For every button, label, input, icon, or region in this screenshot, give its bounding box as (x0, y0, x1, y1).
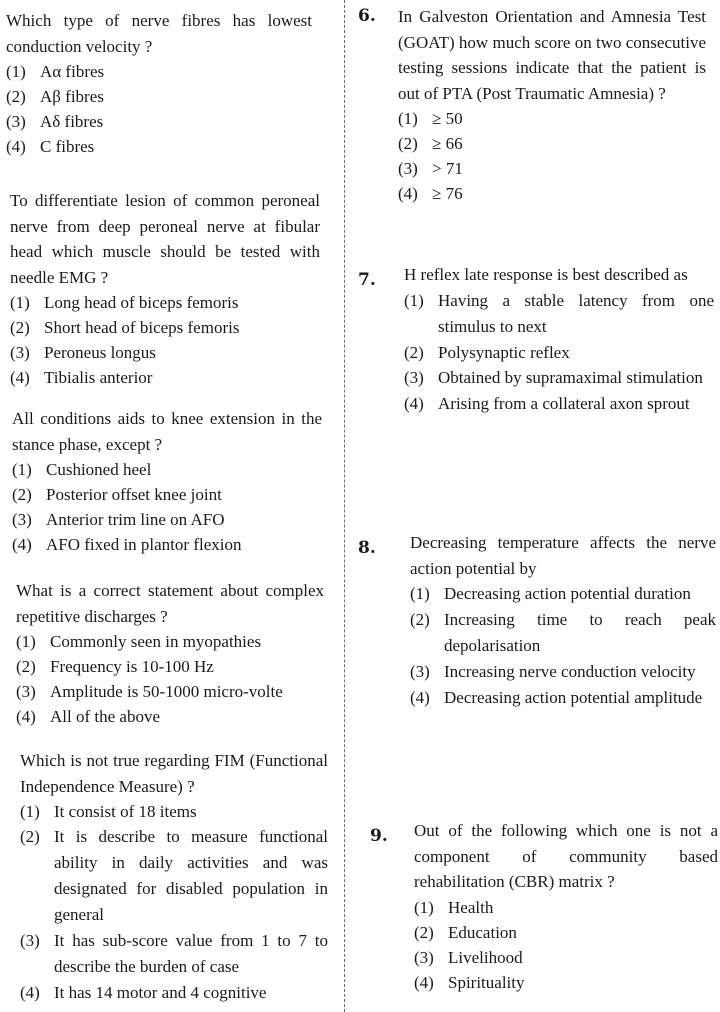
option-list (414, 895, 718, 995)
question-text: All conditions aids to knee extension in the stance phase, except ? (12, 409, 322, 454)
option-text: Livelihood (448, 947, 523, 967)
option-number: (3) (10, 343, 30, 362)
question-body (10, 188, 320, 390)
option-item[interactable] (16, 654, 324, 679)
option-text: Tibialis anterior (44, 368, 153, 387)
option-number: (1) (20, 802, 40, 821)
option-list (20, 799, 328, 1005)
option-number: (4) (10, 368, 30, 387)
option-text: Increasing time to reach peak depolarisation (444, 610, 716, 655)
option-text: Having a stable latency from one stimulus to next (438, 290, 714, 336)
option-text: Frequency is 10-100 Hz (50, 657, 214, 676)
option-number: (1) (404, 290, 424, 310)
option-text: Aα fibres (40, 62, 105, 81)
option-text: Amplitude is 50-1000 micro-volte (50, 682, 283, 701)
option-item[interactable] (12, 532, 322, 557)
option-number: (4) (20, 983, 40, 1002)
option-text: Health (448, 897, 494, 917)
option-item[interactable] (20, 799, 328, 824)
option-text: Short head of biceps femoris (44, 318, 240, 337)
option-list (410, 581, 716, 711)
option-text: Peroneus longus (44, 343, 156, 362)
option-item[interactable] (10, 315, 320, 340)
option-text: ≥ 66 (432, 134, 463, 153)
option-item[interactable] (414, 970, 718, 995)
option-item[interactable] (16, 704, 324, 729)
option-number: (2) (404, 342, 424, 362)
option-number: (2) (398, 134, 418, 153)
option-item[interactable] (398, 156, 706, 181)
question-number: 9. (370, 826, 388, 846)
option-item[interactable] (6, 84, 312, 109)
option-item[interactable] (404, 365, 714, 391)
option-text: Cushioned heel (46, 460, 152, 479)
option-text: Obtained by supramaximal stimulation (438, 367, 703, 387)
option-item[interactable] (410, 607, 716, 659)
option-item[interactable] (404, 391, 714, 417)
option-item[interactable] (12, 457, 322, 482)
option-text: Arising from a collateral axon sprout (438, 393, 690, 413)
question-text: Which is not true regarding FIM (Functional Independence Measure) ? (20, 751, 328, 796)
option-number: (3) (414, 947, 434, 967)
option-item[interactable] (16, 629, 324, 654)
option-list (16, 629, 324, 729)
option-number: (1) (398, 109, 418, 128)
option-number: (2) (12, 485, 32, 504)
option-text: AFO fixed in plantor flexion (46, 535, 242, 554)
option-item[interactable] (414, 920, 718, 945)
option-number: (2) (414, 922, 434, 942)
option-number: (4) (12, 535, 32, 554)
option-text: Posterior offset knee joint (46, 485, 222, 504)
option-item[interactable] (410, 659, 716, 685)
option-item[interactable] (404, 288, 714, 340)
option-number: (3) (404, 367, 424, 387)
option-text: Anterior trim line on AFO (46, 510, 225, 529)
option-item[interactable] (10, 365, 320, 390)
option-number: (4) (404, 393, 424, 413)
option-text: ≥ 76 (432, 184, 463, 203)
option-number: (4) (414, 972, 434, 992)
option-item[interactable] (12, 507, 322, 532)
option-item[interactable] (6, 109, 312, 134)
option-number: (3) (12, 510, 32, 529)
option-item[interactable] (16, 679, 324, 704)
question-text: Decreasing temperature affects the nerve action potential by (410, 533, 716, 578)
question-body (6, 8, 312, 159)
option-number: (4) (16, 707, 36, 726)
question-body (12, 406, 322, 557)
question-number: 7. (358, 270, 376, 290)
option-number: (1) (10, 293, 30, 312)
option-list (12, 457, 322, 557)
option-item[interactable] (20, 824, 328, 928)
option-item[interactable] (414, 895, 718, 920)
option-number: (4) (398, 184, 418, 203)
option-number: (2) (20, 827, 40, 846)
option-number: (4) (6, 137, 26, 156)
option-text: Decreasing action potential duration (444, 584, 691, 603)
option-item[interactable] (6, 134, 312, 159)
option-number: (3) (20, 931, 40, 950)
option-text: All of the above (50, 707, 160, 726)
option-number: (2) (6, 87, 26, 106)
question-text: H reflex late response is best described as (404, 265, 688, 284)
option-item[interactable] (12, 482, 322, 507)
option-list (10, 290, 320, 390)
question-text: Out of the following which one is not a component of community based rehabilitation (CBR) matrix ? (414, 821, 718, 891)
question-body (20, 748, 328, 1005)
option-text: Education (448, 922, 517, 942)
option-number: (1) (16, 632, 36, 651)
option-list (404, 288, 714, 417)
option-number: (2) (410, 610, 430, 629)
option-number: (1) (410, 584, 430, 603)
option-text: Spirituality (448, 972, 525, 992)
option-item[interactable] (20, 928, 328, 980)
option-item[interactable] (398, 181, 706, 206)
option-text: ≥ 50 (432, 109, 463, 128)
option-text: Increasing nerve conduction velocity (444, 662, 696, 681)
question-text: To differentiate lesion of common peroneal nerve from deep peroneal nerve at fibular head which muscle should be tested with needle EMG ? (10, 191, 320, 287)
question-body (404, 262, 714, 417)
option-item[interactable] (410, 581, 716, 607)
option-text: Commonly seen in myopathies (50, 632, 262, 651)
option-item[interactable] (20, 980, 328, 1005)
column-divider (344, 0, 345, 1012)
question-text: Which type of nerve fibres has lowest conduction velocity ? (6, 11, 312, 56)
option-text: It has sub-score value from 1 to 7 to describe the burden of case (54, 931, 328, 976)
option-number: (4) (410, 688, 430, 707)
question-text: What is a correct statement about complex repetitive discharges ? (16, 581, 324, 626)
question-body (414, 818, 718, 995)
option-text: Aδ fibres (40, 112, 104, 131)
option-text: Decreasing action potential amplitude (444, 688, 703, 707)
option-list (6, 59, 312, 159)
question-body (410, 530, 716, 711)
option-item[interactable] (414, 945, 718, 970)
option-text: It consist of 18 items (54, 802, 197, 821)
option-number: (3) (6, 112, 26, 131)
option-item[interactable] (398, 131, 706, 156)
option-number: (1) (12, 460, 32, 479)
option-number: (1) (414, 897, 434, 917)
option-list (398, 106, 706, 206)
option-item[interactable] (10, 290, 320, 315)
option-item[interactable] (10, 340, 320, 365)
option-number: (3) (16, 682, 36, 701)
option-item[interactable] (6, 59, 312, 84)
option-number: (3) (398, 159, 418, 178)
question-body (16, 578, 324, 729)
option-text: It is describe to measure functional ability in daily activities and was designated for disabled population in general (54, 827, 328, 924)
question-number: 6. (358, 6, 376, 26)
option-item[interactable] (410, 685, 716, 711)
option-text: It has 14 motor and 4 cognitive (54, 983, 267, 1002)
option-text: > 71 (432, 159, 463, 178)
option-number: (2) (16, 657, 36, 676)
question-text: In Galveston Orientation and Amnesia Test (GOAT) how much score on two consecutive testing sessions indicate that the patient is out of PTA (Post Traumatic Amnesia) ? (398, 7, 706, 103)
option-text: C fibres (40, 137, 95, 156)
question-number: 8. (358, 538, 376, 558)
option-item[interactable] (404, 340, 714, 365)
option-number: (1) (6, 62, 26, 81)
option-number: (3) (410, 662, 430, 681)
option-item[interactable] (398, 106, 706, 131)
question-body (398, 4, 706, 206)
option-text: Long head of biceps femoris (44, 293, 239, 312)
option-text: Aβ fibres (40, 87, 104, 106)
option-number: (2) (10, 318, 30, 337)
option-text: Polysynaptic reflex (438, 342, 570, 362)
